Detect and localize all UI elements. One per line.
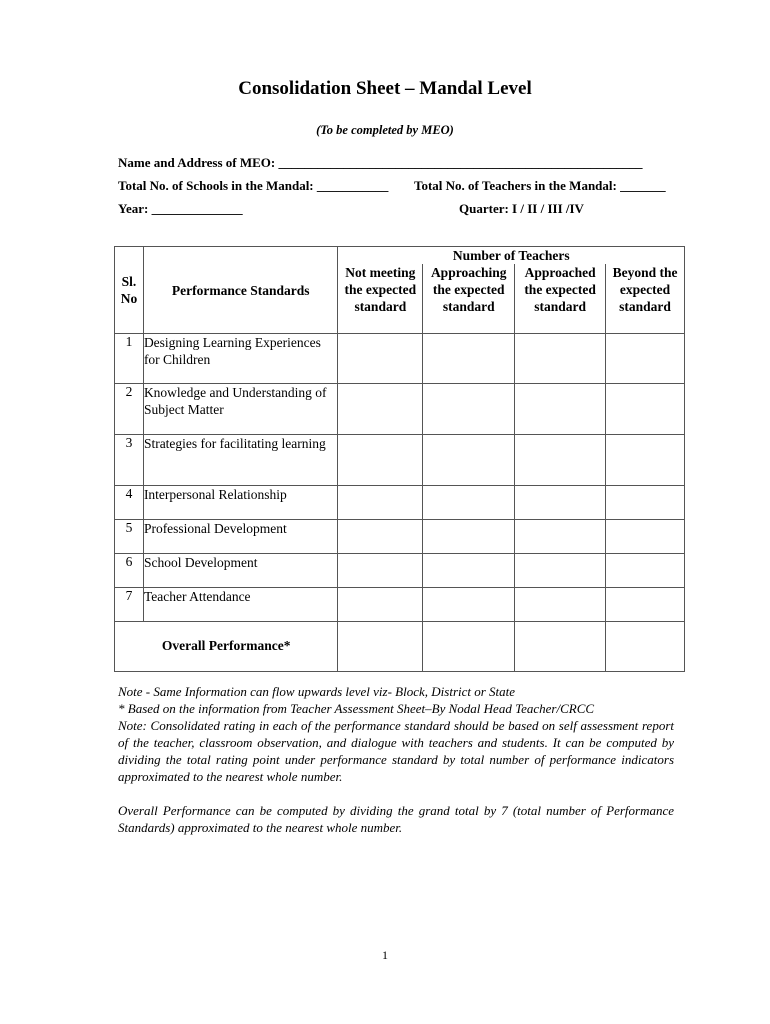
schools-count-field[interactable]: Total No. of Schools in the Mandal: ___________	[118, 178, 389, 193]
cell-approaching[interactable]	[423, 622, 515, 672]
cell-approaching[interactable]	[423, 384, 515, 435]
cell-not-meeting[interactable]	[338, 334, 423, 384]
table-row	[115, 334, 685, 384]
cell-approached[interactable]	[515, 435, 606, 486]
quarter-field[interactable]: Quarter: I / II / III /IV	[459, 201, 584, 216]
table-row	[115, 486, 685, 520]
row-standard-name: Knowledge and Understanding of Subject Matter	[143, 384, 337, 435]
cell-approached[interactable]	[515, 486, 606, 520]
note-assessment-source: * Based on the information from Teacher Assessment Sheet–By Nodal Head Teacher/CRCC	[118, 701, 595, 716]
page-subtitle: (To be completed by MEO)	[316, 123, 454, 137]
cell-approached[interactable]	[515, 520, 606, 554]
header-approaching: Approaching the expected standard	[423, 264, 515, 334]
cell-approached[interactable]	[515, 334, 606, 384]
table-row	[115, 384, 685, 435]
cell-not-meeting[interactable]	[338, 588, 423, 622]
note-consolidated-rating: Note: Consolidated rating in each of the performance standard should be based on self assessment report of the teacher, classroom observation, and dialogue with teachers and students. It can be computed by dividing the total rating point under performance standard by total number of performance indicators approximated to the nearest whole number.	[118, 718, 674, 784]
row-standard-name: Teacher Attendance	[143, 588, 337, 622]
cell-approaching[interactable]	[423, 334, 515, 384]
row-sl-no: 1	[115, 334, 144, 384]
cell-approached[interactable]	[515, 588, 606, 622]
table-row	[115, 435, 685, 486]
row-standard-name: Strategies for facilitating learning	[143, 435, 337, 486]
meo-name-address-field[interactable]: Name and Address of MEO: ________________________________________________________	[118, 155, 643, 170]
cell-beyond[interactable]	[606, 554, 685, 588]
table-row	[115, 554, 685, 588]
cell-approached[interactable]	[515, 554, 606, 588]
row-sl-no: 4	[115, 486, 144, 520]
overall-performance-label: Overall Performance*	[115, 622, 338, 672]
header-approached: Approached the expected standard	[515, 264, 606, 334]
note-information-flow: Note - Same Information can flow upwards level viz- Block, District or State	[118, 684, 516, 699]
row-sl-no: 2	[115, 384, 144, 435]
cell-not-meeting[interactable]	[338, 435, 423, 486]
notes-section	[118, 683, 674, 836]
cell-not-meeting[interactable]	[338, 622, 423, 672]
page-title: Consolidation Sheet – Mandal Level	[238, 78, 532, 99]
row-sl-no: 3	[115, 435, 144, 486]
cell-not-meeting[interactable]	[338, 554, 423, 588]
cell-beyond[interactable]	[606, 486, 685, 520]
cell-approaching[interactable]	[423, 588, 515, 622]
row-standard-name: Designing Learning Experiences for Children	[143, 334, 337, 384]
cell-approached[interactable]	[515, 622, 606, 672]
row-sl-no: 7	[115, 588, 144, 622]
performance-table	[114, 246, 685, 672]
cell-not-meeting[interactable]	[338, 384, 423, 435]
header-number-of-teachers: Number of Teachers	[338, 247, 685, 265]
cell-approaching[interactable]	[423, 486, 515, 520]
cell-beyond[interactable]	[606, 334, 685, 384]
table-row	[115, 588, 685, 622]
cell-not-meeting[interactable]	[338, 520, 423, 554]
teachers-count-field[interactable]: Total No. of Teachers in the Mandal: _______	[414, 178, 666, 193]
cell-not-meeting[interactable]	[338, 486, 423, 520]
cell-beyond[interactable]	[606, 384, 685, 435]
row-standard-name: Interpersonal Relationship	[143, 486, 337, 520]
cell-approaching[interactable]	[423, 554, 515, 588]
row-standard-name: Professional Development	[143, 520, 337, 554]
row-sl-no: 6	[115, 554, 144, 588]
table-row	[115, 520, 685, 554]
page-number: 1	[382, 948, 388, 962]
cell-beyond[interactable]	[606, 520, 685, 554]
header-beyond: Beyond the expected standard	[606, 264, 685, 334]
cell-beyond[interactable]	[606, 622, 685, 672]
cell-approaching[interactable]	[423, 435, 515, 486]
row-sl-no: 5	[115, 520, 144, 554]
year-field[interactable]: Year: ______________	[118, 201, 243, 216]
overall-row	[115, 622, 685, 672]
row-standard-name: School Development	[143, 554, 337, 588]
cell-approaching[interactable]	[423, 520, 515, 554]
cell-beyond[interactable]	[606, 435, 685, 486]
header-performance-standards: Performance Standards	[143, 247, 337, 334]
note-overall-performance: Overall Performance can be computed by dividing the grand total by 7 (total number of Performance Standards) approximated to the nearest whole number.	[118, 803, 674, 835]
cell-beyond[interactable]	[606, 588, 685, 622]
header-not-meeting: Not meeting the expected standard	[338, 264, 423, 334]
header-sl-no: Sl. No	[115, 247, 144, 334]
cell-approached[interactable]	[515, 384, 606, 435]
